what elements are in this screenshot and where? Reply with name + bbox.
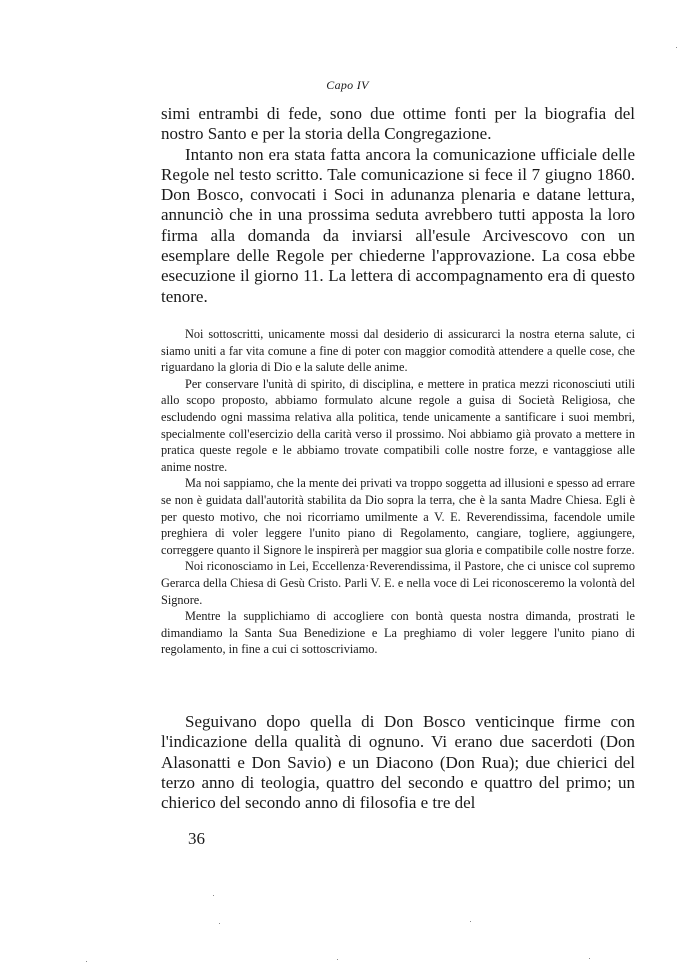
paragraph-communication: Intanto non era stata fatta ancora la comunicazione ufficiale delle Regole nel testo scritto. Tale comunicazione si fece il 7 giugno 1860. Don Bosco, convocati i Soci in adunanza plenaria e datane lettura, annunciò che in una prossima seduta avrebbero tutti apposta la loro firma alla domanda da inviarsi all'esule Arcivescovo con un esemplare delle Regole per chiederne l'approvazione. La cosa ebbe esecuzione il giorno 11. La lettera di accompagnamento era di questo tenore. (161, 144, 635, 306)
quoted-letter (161, 326, 635, 658)
letter-paragraph: Noi sottoscritti, unicamente mossi dal desiderio di assicurarci la nostra eterna salute, ci siamo uniti a far vita comune a fine di poter con maggior comodità attendere a quelle cose, che riguardano la gloria di Dio e la salute delle anime. (161, 327, 635, 375)
letter-paragraph: Noi riconosciamo in Lei, Eccellenza·Reverendissima, il Pastore, che ci unisce col supremo Gerarca della Chiesa di Gesù Cristo. Parli V. E. e nella voce di Lei riconosceremo la volontà del Signore. (161, 559, 635, 607)
page-number: 36 (188, 829, 205, 848)
scan-speck (676, 47, 677, 48)
letter-paragraph: Ma noi sappiamo, che la mente dei privati va troppo soggetta ad illusioni e spesso ad errare se non è guidata dall'autorità stabilita da Dio sopra la terra, che è la santa Madre Chiesa. Egli è per questo motivo, che noi ricorriamo umilmente a V. E. Reverendissima, facendole umile preghiera di voler leggere l'unito piano di Regolamento, cangiare, togliere, aggiungere, correggere quanto il Signore le inspirerà per maggior sua gloria e compatibile colle nostre forze. (161, 476, 635, 557)
body-text-top (161, 104, 635, 307)
scan-speck (337, 959, 338, 960)
scan-speck (213, 895, 214, 896)
scan-speck (219, 923, 220, 924)
paragraph-signatures: Seguivano dopo quella di Don Bosco venticinque firme con l'indicazione della qualità di ognuno. Vi erano due sacerdoti (Don Alasonatti e Don Savio) e un Diacono (Don Rua); due chierici del terzo anno di teologia, quattro del secondo e quattro del primo; un chierico del secondo anno di filosofia e tre del (161, 712, 635, 813)
scan-speck (589, 958, 590, 959)
letter-paragraph: Mentre la supplichiamo di accogliere con bontà questa nostra dimanda, prostrati le dimandiamo la Santa Sua Benedizione e La preghiamo di voler leggere l'unito piano di regolamento, in fine a cui ci sottoscriviamo. (161, 609, 635, 657)
body-text-bottom (161, 712, 635, 813)
scan-speck (86, 961, 87, 962)
paragraph-continuation: simi entrambi di fede, sono due ottime fonti per la biografia del nostro Santo e per la storia della Congregazione. (161, 104, 635, 144)
scan-speck (470, 921, 471, 922)
running-head: Capo IV (326, 78, 369, 92)
letter-paragraph: Per conservare l'unità di spirito, di disciplina, e mettere in pratica mezzi riconosciuti utili allo scopo proposto, abbiamo formulato alcune regole a guisa di Società Religiosa, che escludendo ogni massima relativa alla politica, tende unicamente a santificare i suoi membri, specialmente coll'esercizio della carità verso il prossimo. Noi abbiamo già provato a mettere in pratica queste regole e le abbiamo trovate compatibili colle nostre forze, e vantaggiose alle anime nostre. (161, 376, 635, 474)
